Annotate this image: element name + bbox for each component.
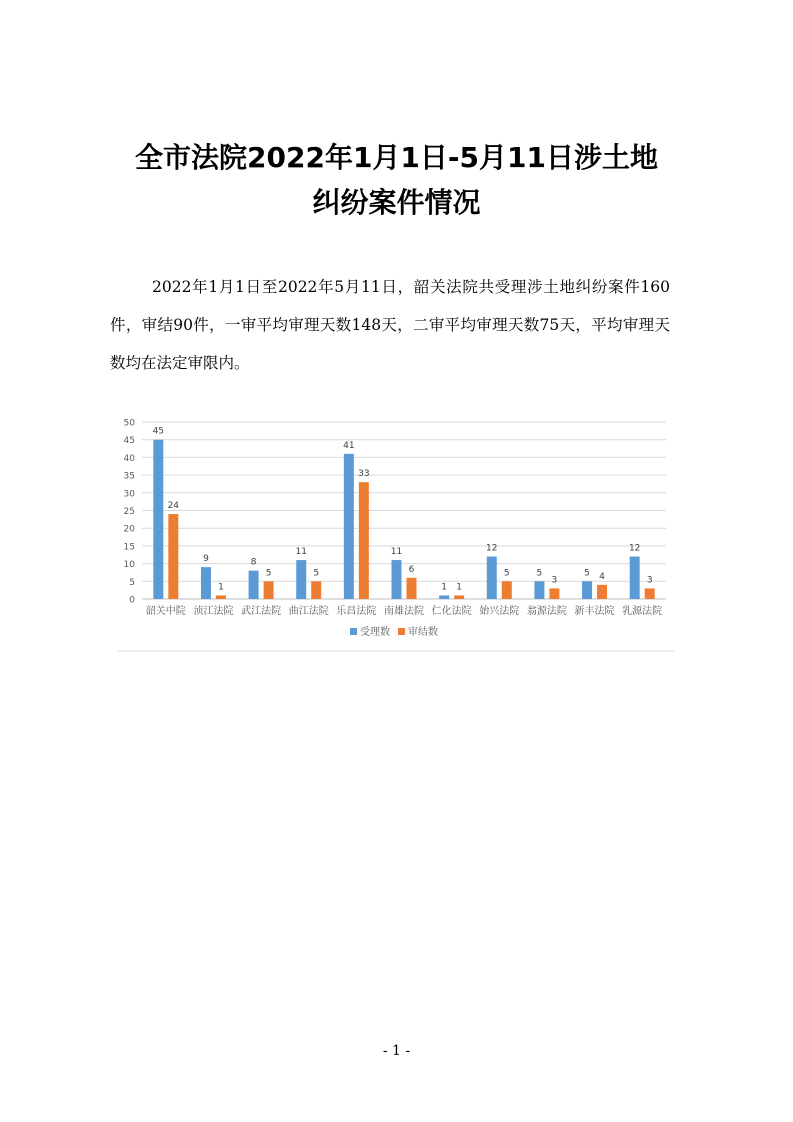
bar-concluded	[502, 581, 512, 599]
data-label: 41	[343, 440, 355, 451]
y-tick-label: 0	[129, 595, 135, 606]
bar-accepted	[392, 560, 402, 599]
x-tick-label: 浈江法院	[193, 606, 234, 617]
page-number: - 1 -	[382, 1043, 411, 1059]
data-label: 5	[265, 568, 272, 579]
x-tick-label: 乳源法院	[622, 606, 663, 617]
bar-accepted	[296, 560, 306, 599]
bar-concluded	[168, 514, 178, 599]
legend-swatch	[398, 628, 405, 635]
data-label: 12	[486, 543, 498, 554]
data-label: 5	[503, 568, 510, 579]
legend-label: 审结数	[408, 627, 438, 638]
y-tick-label: 45	[123, 436, 135, 447]
data-label: 11	[390, 547, 403, 558]
y-tick-label: 25	[123, 507, 135, 517]
bar-accepted	[153, 440, 163, 599]
x-tick-label: 曲江法院	[288, 606, 329, 617]
bar-concluded	[407, 578, 417, 599]
x-tick-label: 仁化法院	[431, 606, 472, 617]
x-tick-label: 乐昌法院	[336, 606, 377, 617]
x-tick-label: 韶关中院	[145, 606, 186, 617]
summary-paragraph: 2022年1月1日至2022年5月11日，韶关法院共受理涉土地纠纷案件160件，审结90件，一审平均审理天数148天，二审平均审理天数75天，平均审理天数均在法定审限内。	[110, 278, 670, 372]
bar-accepted	[249, 571, 259, 599]
bar-accepted	[630, 557, 640, 599]
data-label: 4	[599, 571, 605, 582]
data-label: 1	[456, 582, 463, 593]
bar-concluded	[645, 588, 655, 599]
x-tick-label: 武江法院	[241, 606, 282, 617]
y-tick-label: 50	[123, 418, 135, 429]
document-title-line-2: 纠纷案件情况	[312, 186, 481, 219]
y-tick-label: 15	[123, 542, 135, 553]
bar-concluded	[549, 588, 559, 599]
data-label: 5	[536, 568, 543, 579]
data-label: 33	[358, 469, 370, 480]
bar-accepted	[439, 595, 449, 599]
data-label: 12	[628, 543, 641, 554]
x-tick-label: 新丰法院	[574, 606, 615, 617]
case-count-bar-chart	[118, 408, 674, 653]
data-label: 3	[551, 575, 558, 586]
y-tick-label: 40	[123, 453, 135, 464]
bar-concluded	[311, 581, 321, 599]
legend-swatch	[350, 628, 357, 635]
data-label: 3	[646, 575, 653, 586]
data-label: 5	[313, 568, 320, 579]
data-label: 5	[584, 568, 590, 579]
bar-concluded	[264, 581, 274, 599]
y-tick-label: 35	[123, 471, 135, 482]
data-label: 9	[203, 554, 209, 565]
x-tick-label: 翁源法院	[526, 606, 567, 617]
x-tick-label: 南雄法院	[384, 606, 424, 617]
data-label: 1	[441, 582, 448, 593]
x-tick-label: 始兴法院	[479, 606, 520, 617]
chart-svg	[118, 408, 674, 653]
y-tick-label: 10	[123, 560, 135, 571]
bar-accepted	[534, 581, 544, 599]
data-label: 8	[250, 557, 257, 568]
data-label: 1	[218, 582, 224, 593]
document-title-line-1: 全市法院2022年1月1日-5月11日涉土地	[135, 141, 658, 174]
bar-accepted	[201, 567, 211, 599]
y-tick-label: 30	[123, 489, 135, 500]
data-label: 24	[167, 501, 180, 512]
bar-accepted	[487, 557, 497, 599]
data-label: 45	[152, 426, 165, 437]
bar-accepted	[582, 581, 592, 599]
data-label: 11	[295, 547, 307, 558]
bar-concluded	[454, 595, 464, 599]
bar-accepted	[344, 454, 354, 599]
y-tick-label: 5	[129, 577, 135, 588]
legend-label: 受理数	[360, 627, 390, 638]
bar-concluded	[597, 585, 607, 599]
bar-concluded	[216, 595, 226, 599]
bar-concluded	[359, 482, 369, 599]
y-tick-label: 20	[123, 524, 135, 535]
data-label: 6	[408, 564, 415, 575]
